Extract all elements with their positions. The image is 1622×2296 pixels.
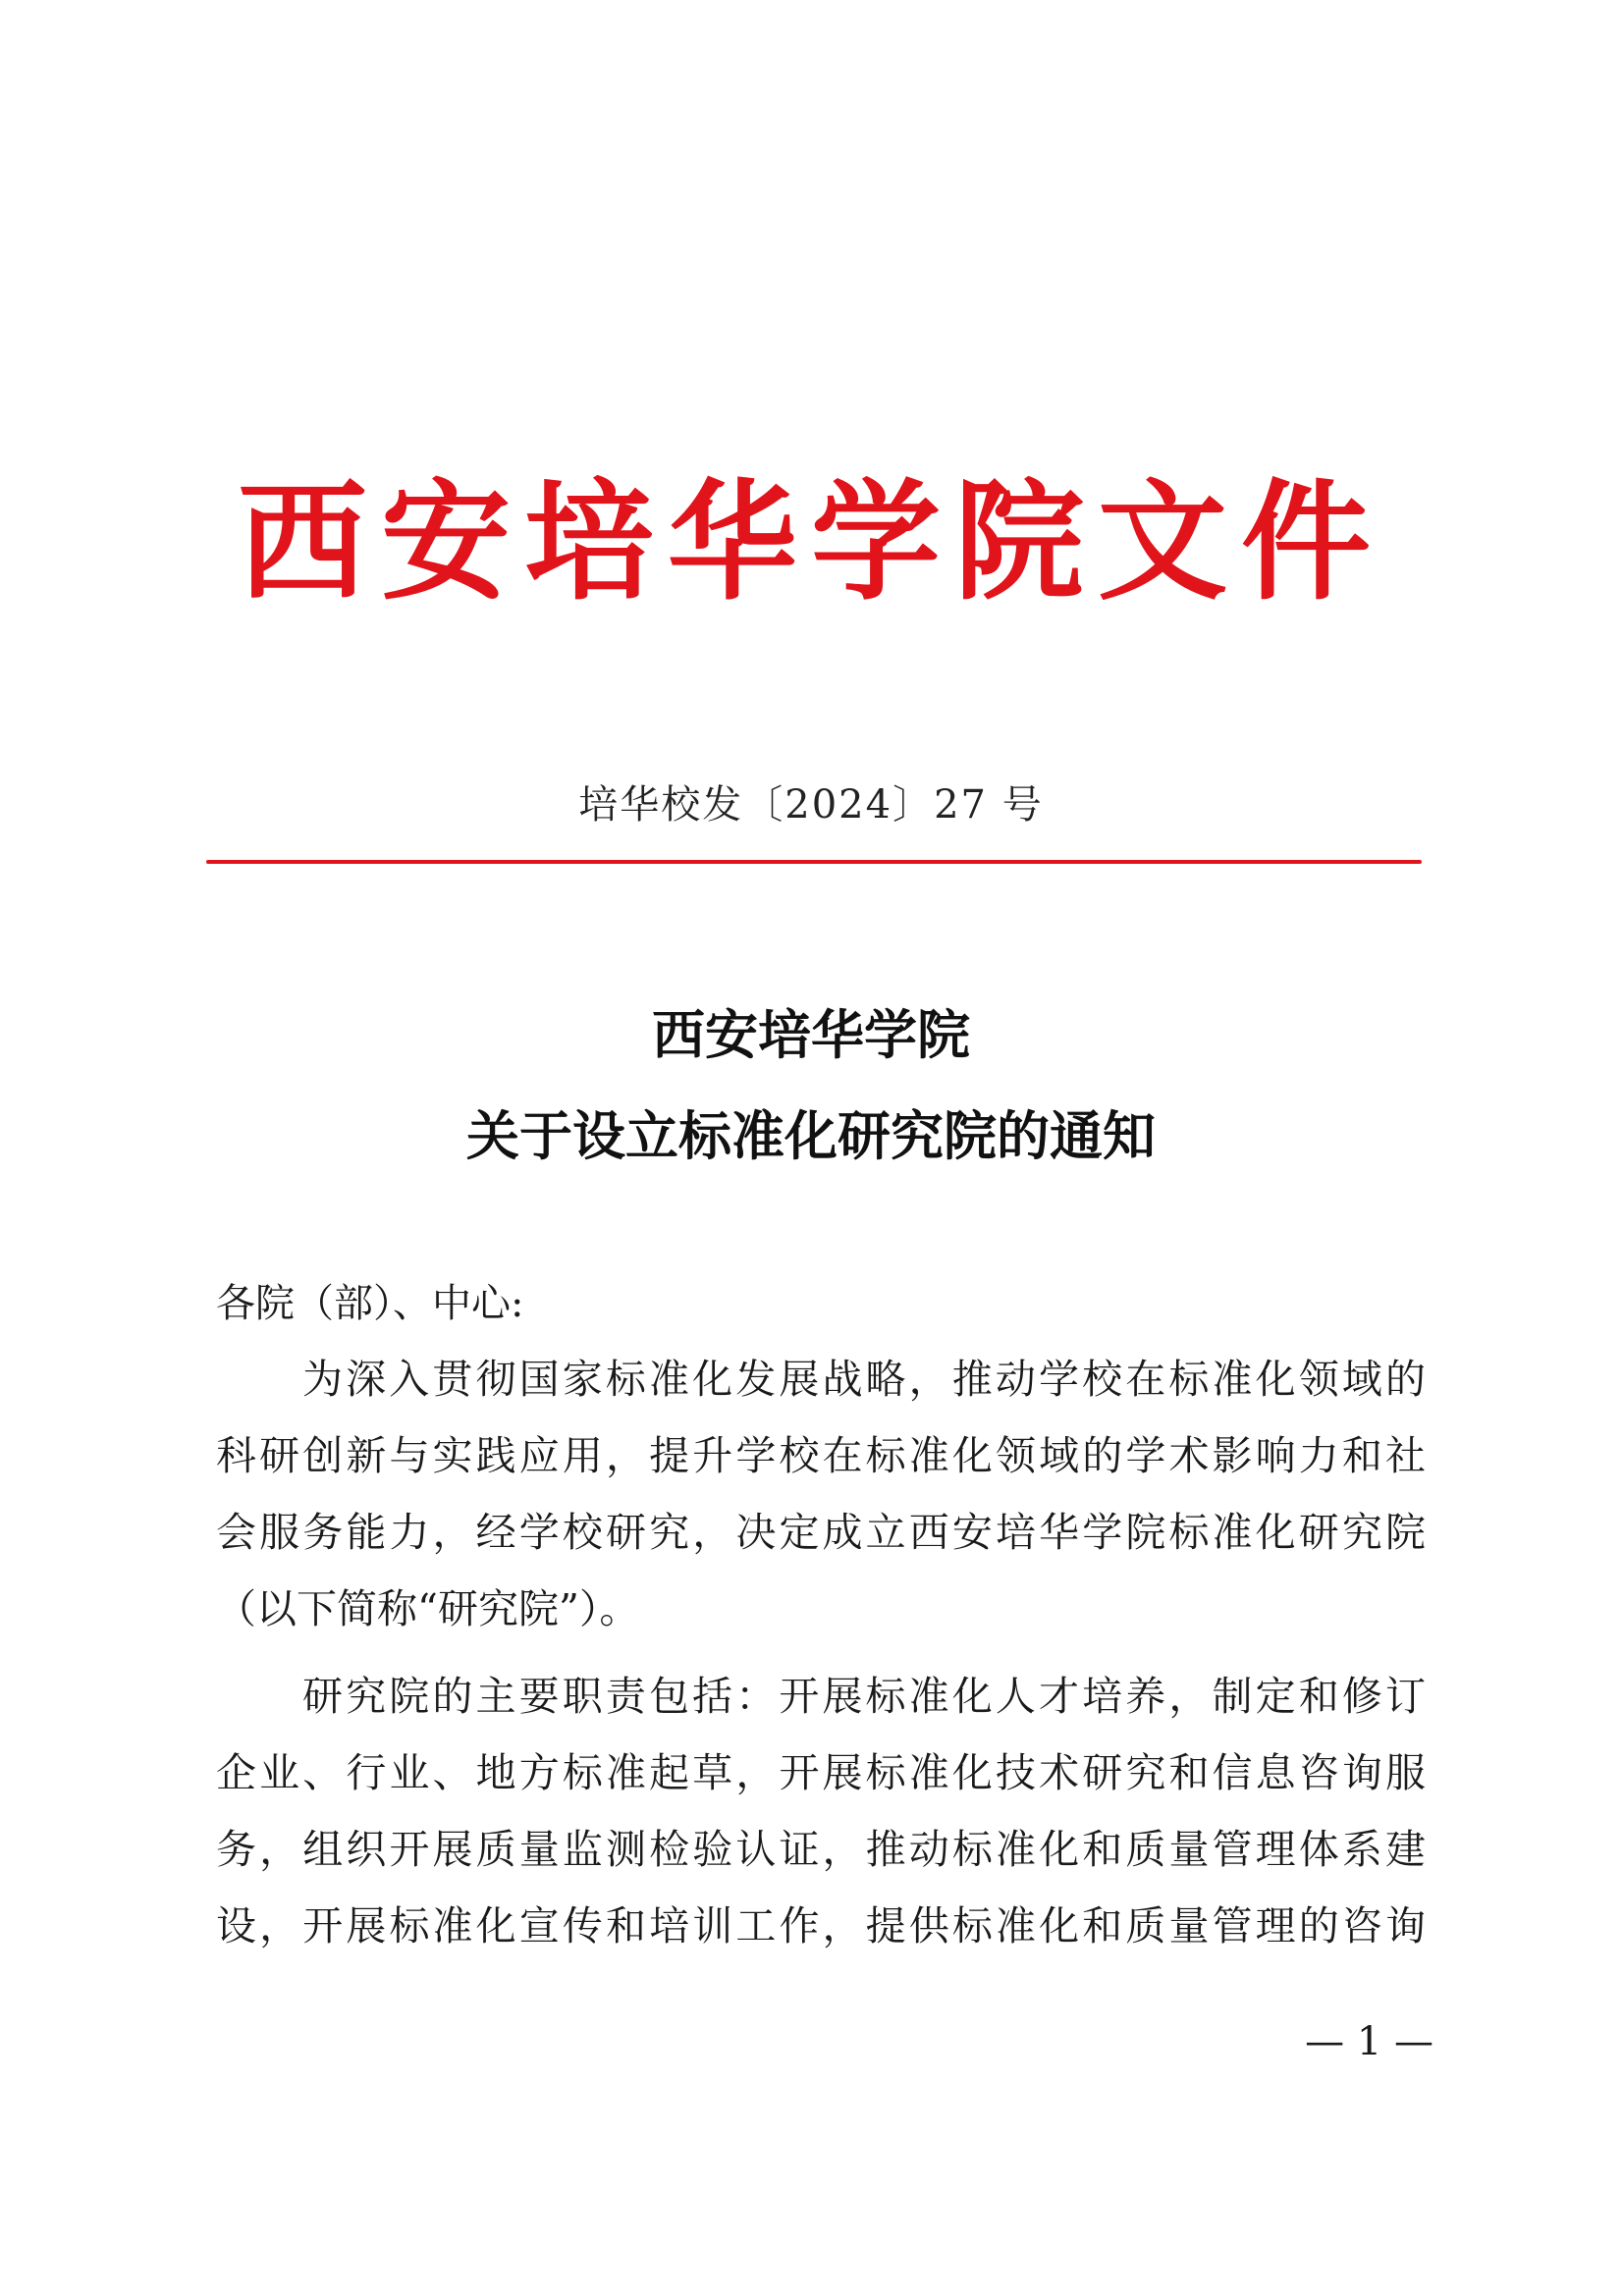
paragraph-2-line-1: 研究院的主要职责包括：开展标准化人才培养，制定和修订 [302,1673,1426,1720]
document-number: 培华校发〔2024〕27 号 [578,782,1044,828]
notice-title-line-1: 西安培华学院 [652,1003,970,1066]
salutation: 各院（部）、中心: [216,1281,524,1326]
paragraph-2-line-2: 企业、行业、地方标准起草，开展标准化技术研究和信息咨询服 [216,1749,1426,1796]
paragraph-1-line-2: 科研创新与实践应用，提升学校在标准化领域的学术影响力和社 [216,1432,1426,1479]
masthead-title: 西安培华学院文件 [238,466,1384,618]
notice-title-line-2: 关于设立标准化研究院的通知 [466,1104,1156,1167]
page-number: — 1 — [1305,2019,1433,2064]
paragraph-1-line-3: 会服务能力，经学校研究，决定成立西安培华学院标准化研究院 [216,1509,1426,1556]
paragraph-1-line-4: （以下简称“研究院”）。 [216,1585,640,1632]
red-divider-line [206,860,1422,864]
paragraph-2-line-4: 设，开展标准化宣传和培训工作，提供标准化和质量管理的咨询 [216,1902,1426,1949]
paragraph-1-line-1: 为深入贯彻国家标准化发展战略，推动学校在标准化领域的 [302,1356,1426,1403]
paragraph-2-line-3: 务，组织开展质量监测检验认证，推动标准化和质量管理体系建 [216,1826,1426,1873]
